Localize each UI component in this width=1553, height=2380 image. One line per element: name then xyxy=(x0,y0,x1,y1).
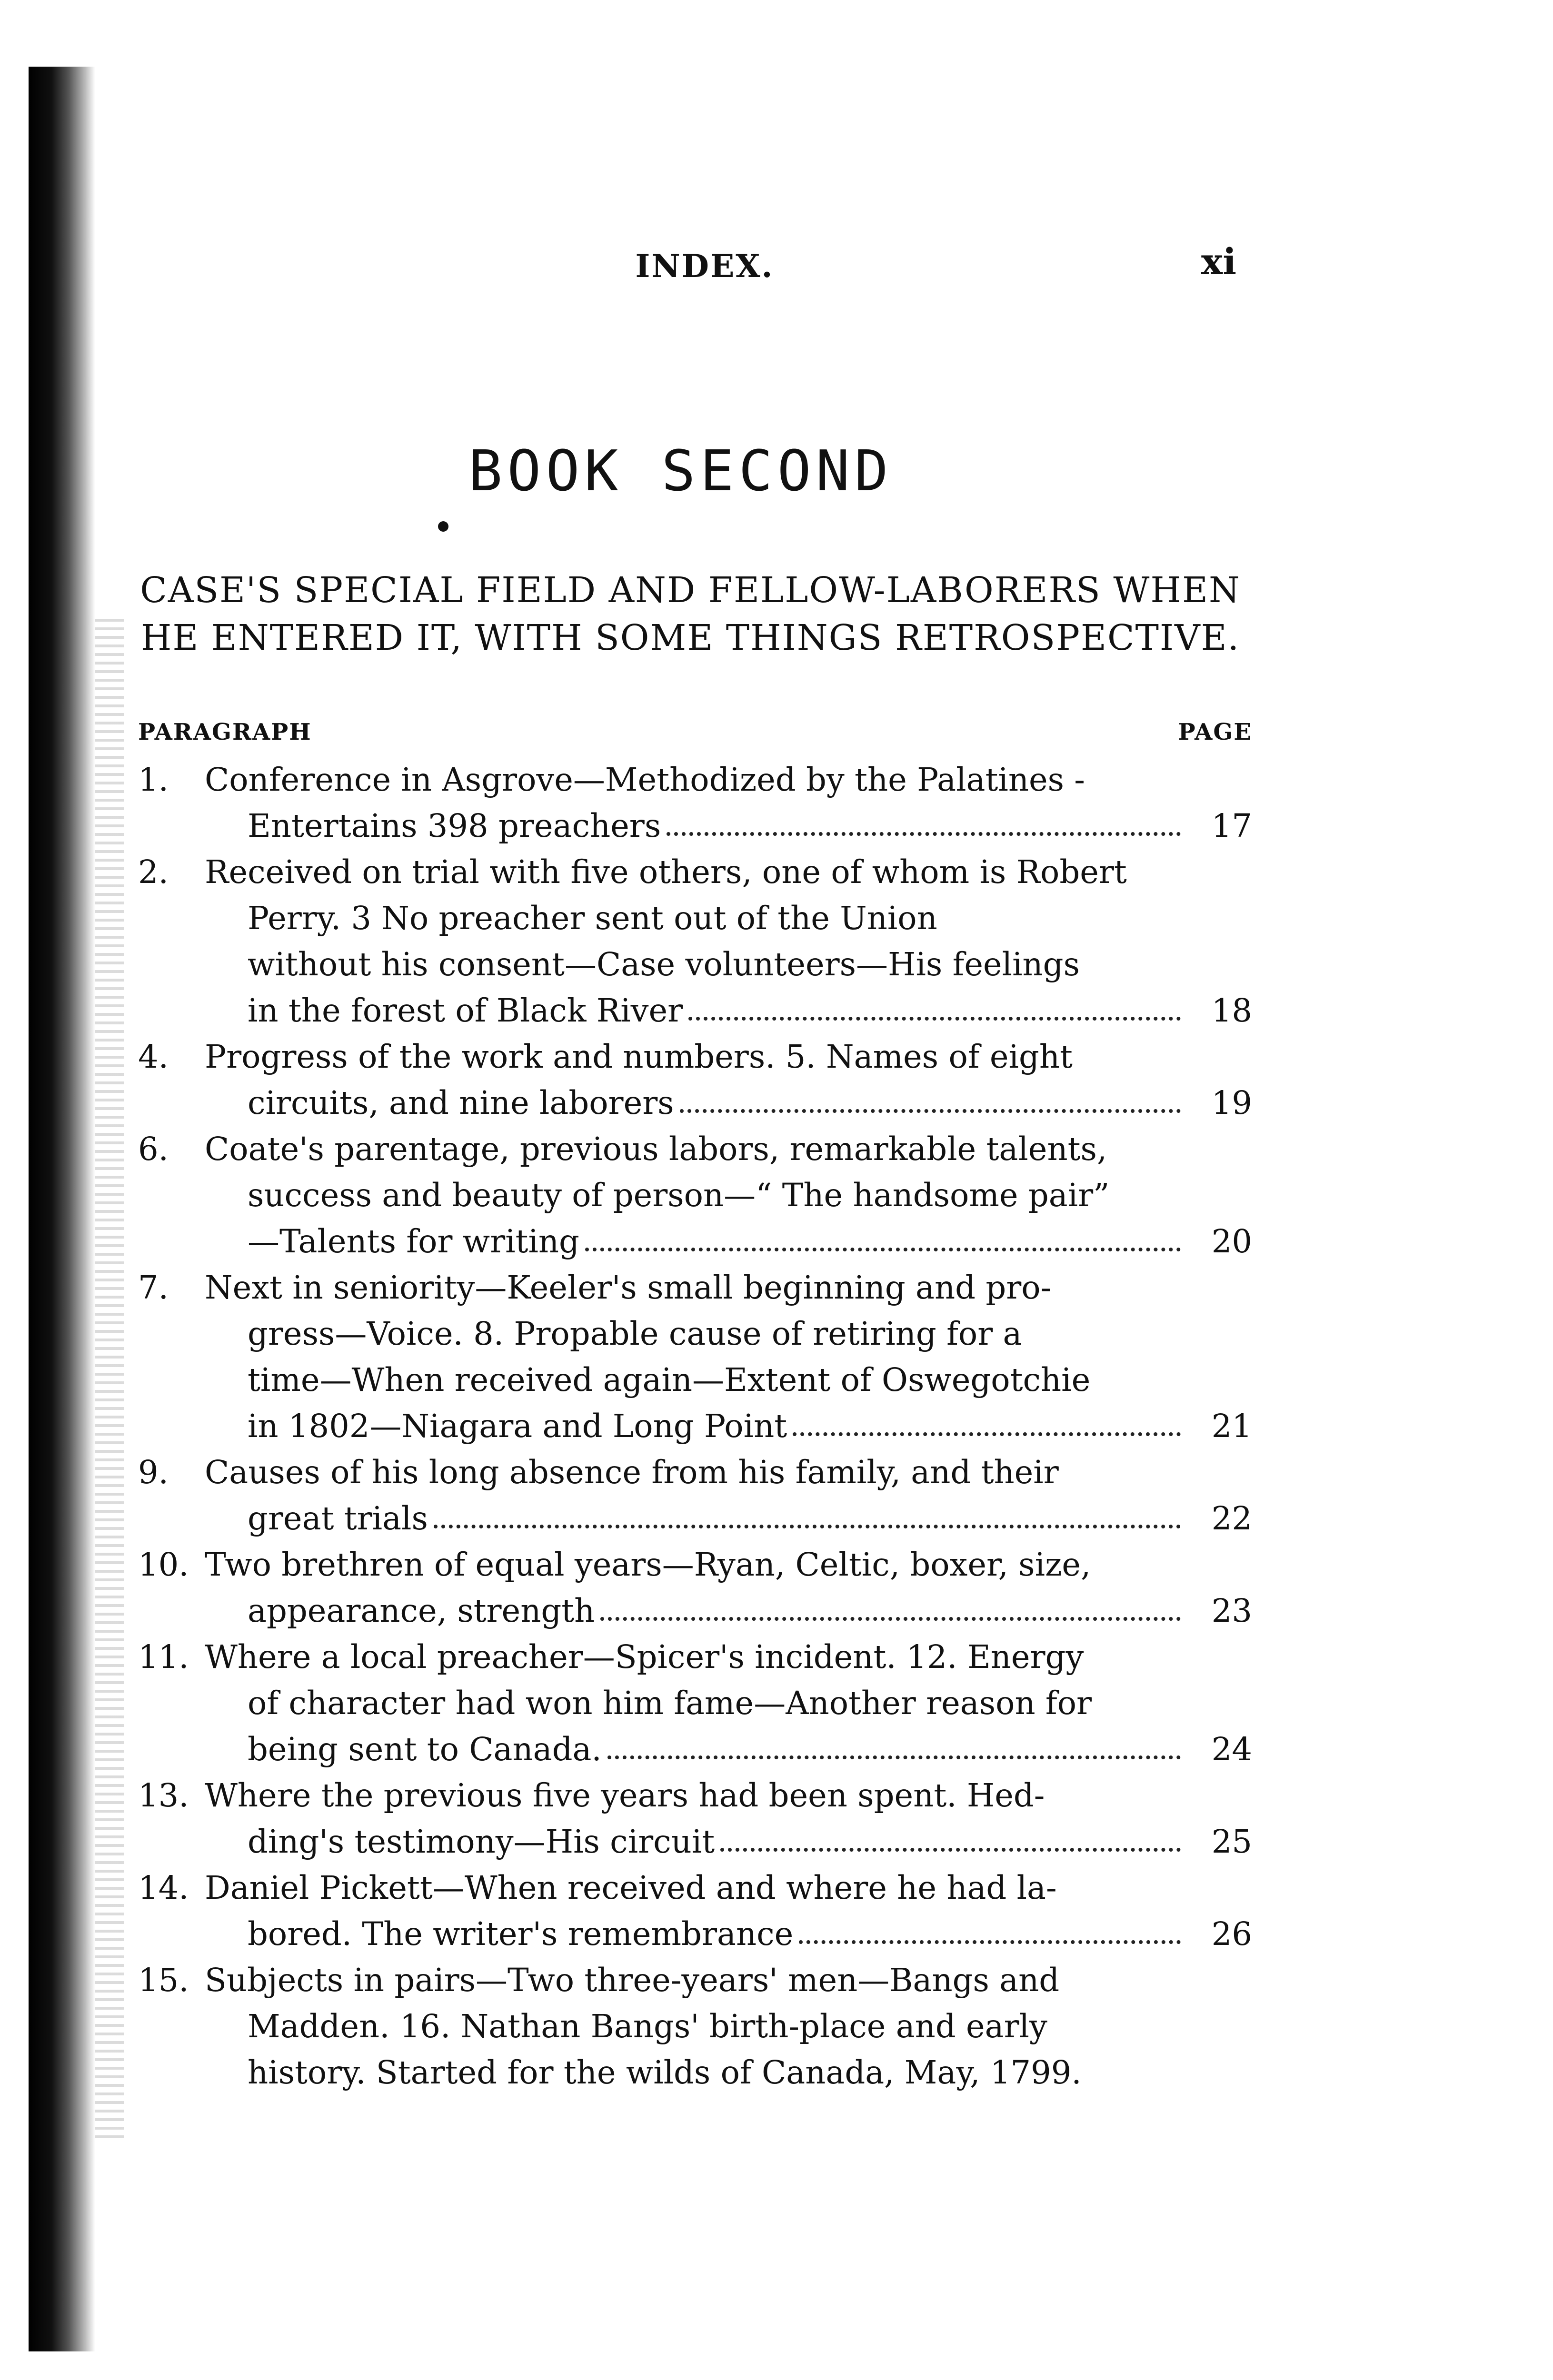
entry-text: —Talents for writing xyxy=(248,1223,579,1260)
entry-first-line xyxy=(138,1449,1252,1496)
page-number: 20 xyxy=(1211,1223,1252,1260)
index-entry xyxy=(138,1265,1252,1449)
entry-first-line xyxy=(138,1865,1252,1911)
entry-text: Next in seniority—Keeler's small beginning and pro- xyxy=(205,1269,1052,1306)
paragraph-number: 14. xyxy=(138,1869,189,1906)
entry-text: Progress of the work and numbers. 5. Names of eight xyxy=(205,1038,1073,1075)
page-number: 22 xyxy=(1211,1500,1252,1537)
paragraph-column-heading: PARAGRAPH xyxy=(138,719,312,745)
entry-text: Received on trial with five others, one of whom is Robert xyxy=(205,853,1127,891)
entry-last-line xyxy=(138,1219,1252,1265)
entry-text: in the forest of Black River xyxy=(248,992,683,1029)
subtitle-line-2: HE ENTERED IT, WITH SOME THINGS RETROSPECTIVE. xyxy=(140,617,1240,658)
dot-leader xyxy=(688,1016,1181,1021)
entry-text: Daniel Pickett—When received and where he had la- xyxy=(205,1869,1057,1906)
dot-leader xyxy=(799,1940,1181,1944)
entry-first-line xyxy=(138,1957,1252,2003)
entry-continuation-line: Perry. 3 No preacher sent out of the Union xyxy=(248,900,937,937)
entry-text: Subjects in pairs—Two three-years' men—Bangs and xyxy=(205,1962,1060,1999)
scan-speckle xyxy=(95,619,124,2142)
index-entry xyxy=(138,1034,1252,1126)
entry-last-line xyxy=(138,1911,1252,1957)
entry-continuation-line: gress—Voice. 8. Propable cause of retiring for a xyxy=(248,1315,1022,1352)
entry-first-line xyxy=(138,1126,1252,1172)
paragraph-number: 15. xyxy=(138,1962,189,1999)
entry-first-line xyxy=(138,849,1252,895)
entry-text: Where the previous five years had been spent. Hed- xyxy=(205,1777,1045,1814)
page-number: 19 xyxy=(1211,1084,1252,1121)
entry-last-line xyxy=(138,988,1252,1034)
paragraph-number: 10. xyxy=(138,1546,189,1583)
entry-text: Causes of his long absence from his family, and their xyxy=(205,1454,1059,1491)
dot-leader xyxy=(667,832,1181,836)
entry-text: in 1802—Niagara and Long Point xyxy=(248,1408,787,1445)
page-number: 24 xyxy=(1211,1731,1252,1768)
page-number: 17 xyxy=(1211,807,1252,844)
entry-first-line xyxy=(138,1265,1252,1311)
dot-leader xyxy=(720,1847,1181,1852)
index-entry xyxy=(138,1957,1252,2096)
entry-continuation-line: success and beauty of person—“ The handsome pair” xyxy=(248,1177,1110,1214)
page-number: 25 xyxy=(1211,1823,1252,1860)
entry-first-line xyxy=(138,1542,1252,1588)
paragraph-number: 11. xyxy=(138,1638,189,1676)
entry-first-line xyxy=(138,757,1252,803)
paragraph-number: 7. xyxy=(138,1269,169,1306)
entry-continuation-line: time—When received again—Extent of Oswegotchie xyxy=(248,1361,1091,1398)
paragraph-number: 9. xyxy=(138,1454,169,1491)
book-title: BOOK SECOND xyxy=(468,438,893,504)
index-entry xyxy=(138,1449,1252,1542)
entry-last-line xyxy=(138,1588,1252,1634)
dot-leader xyxy=(585,1247,1181,1251)
index-entry xyxy=(138,1126,1252,1265)
entry-text: ding's testimony—His circuit xyxy=(248,1823,715,1860)
entry-last-line xyxy=(138,1819,1252,1865)
entry-text: Entertains 398 preachers xyxy=(248,807,661,844)
column-headings xyxy=(138,719,1252,747)
page-column-heading: PAGE xyxy=(1178,719,1252,745)
entry-text: Conference in Asgrove—Methodized by the Palatines - xyxy=(205,761,1085,798)
index-entry xyxy=(138,1865,1252,1957)
index-entry xyxy=(138,849,1252,1034)
page-number: 23 xyxy=(1211,1592,1252,1629)
entry-first-line xyxy=(138,1034,1252,1080)
entry-last-line xyxy=(138,1726,1252,1773)
index-entry xyxy=(138,757,1252,849)
entry-last-line xyxy=(138,1496,1252,1542)
page-folio: xi xyxy=(1201,240,1237,283)
dot-leader xyxy=(600,1616,1181,1621)
index-entry xyxy=(138,1542,1252,1634)
paragraph-number: 2. xyxy=(138,853,169,891)
entry-text: Two brethren of equal years—Ryan, Celtic, boxer, size, xyxy=(205,1546,1091,1583)
entry-last-line xyxy=(138,1080,1252,1126)
subtitle-line-1: CASE'S SPECIAL FIELD AND FELLOW-LABORERS WHEN xyxy=(140,570,1241,611)
entry-first-line xyxy=(138,1773,1252,1819)
entry-last-line xyxy=(138,1403,1252,1449)
index-entries xyxy=(138,757,1252,2096)
dot-leader xyxy=(680,1109,1181,1113)
dot-leader xyxy=(434,1524,1181,1528)
paragraph-number: 1. xyxy=(138,761,169,798)
ornament-dot xyxy=(438,521,448,532)
entry-text: bored. The writer's remembrance xyxy=(248,1915,794,1953)
entry-text: Where a local preacher—Spicer's incident. 12. Energy xyxy=(205,1638,1084,1676)
index-entry xyxy=(138,1634,1252,1773)
entry-continuation-line: history. Started for the wilds of Canada, May, 1799. xyxy=(248,2054,1082,2091)
entry-first-line xyxy=(138,1634,1252,1680)
entry-continuation-line: Madden. 16. Nathan Bangs' birth-place and early xyxy=(248,2008,1047,2045)
entry-text: great trials xyxy=(248,1500,428,1537)
paragraph-number: 13. xyxy=(138,1777,189,1814)
dot-leader xyxy=(607,1755,1181,1759)
index-entry xyxy=(138,1773,1252,1865)
entry-text: being sent to Canada. xyxy=(248,1731,602,1768)
entry-text: Coate's parentage, previous labors, remarkable talents, xyxy=(205,1130,1107,1168)
entry-last-line xyxy=(138,803,1252,849)
dot-leader xyxy=(793,1432,1181,1436)
running-head: INDEX. xyxy=(635,248,774,285)
entry-text: appearance, strength xyxy=(248,1592,595,1629)
binding-edge xyxy=(29,67,95,2351)
page-number: 21 xyxy=(1211,1408,1252,1445)
paragraph-number: 6. xyxy=(138,1130,169,1168)
entry-continuation-line: without his consent—Case volunteers—His feelings xyxy=(248,946,1080,983)
paragraph-number: 4. xyxy=(138,1038,169,1075)
entry-text: circuits, and nine laborers xyxy=(248,1084,674,1121)
entry-continuation-line: of character had won him fame—Another reason for xyxy=(248,1685,1092,1722)
page-number: 26 xyxy=(1211,1915,1252,1953)
page-number: 18 xyxy=(1211,992,1252,1029)
